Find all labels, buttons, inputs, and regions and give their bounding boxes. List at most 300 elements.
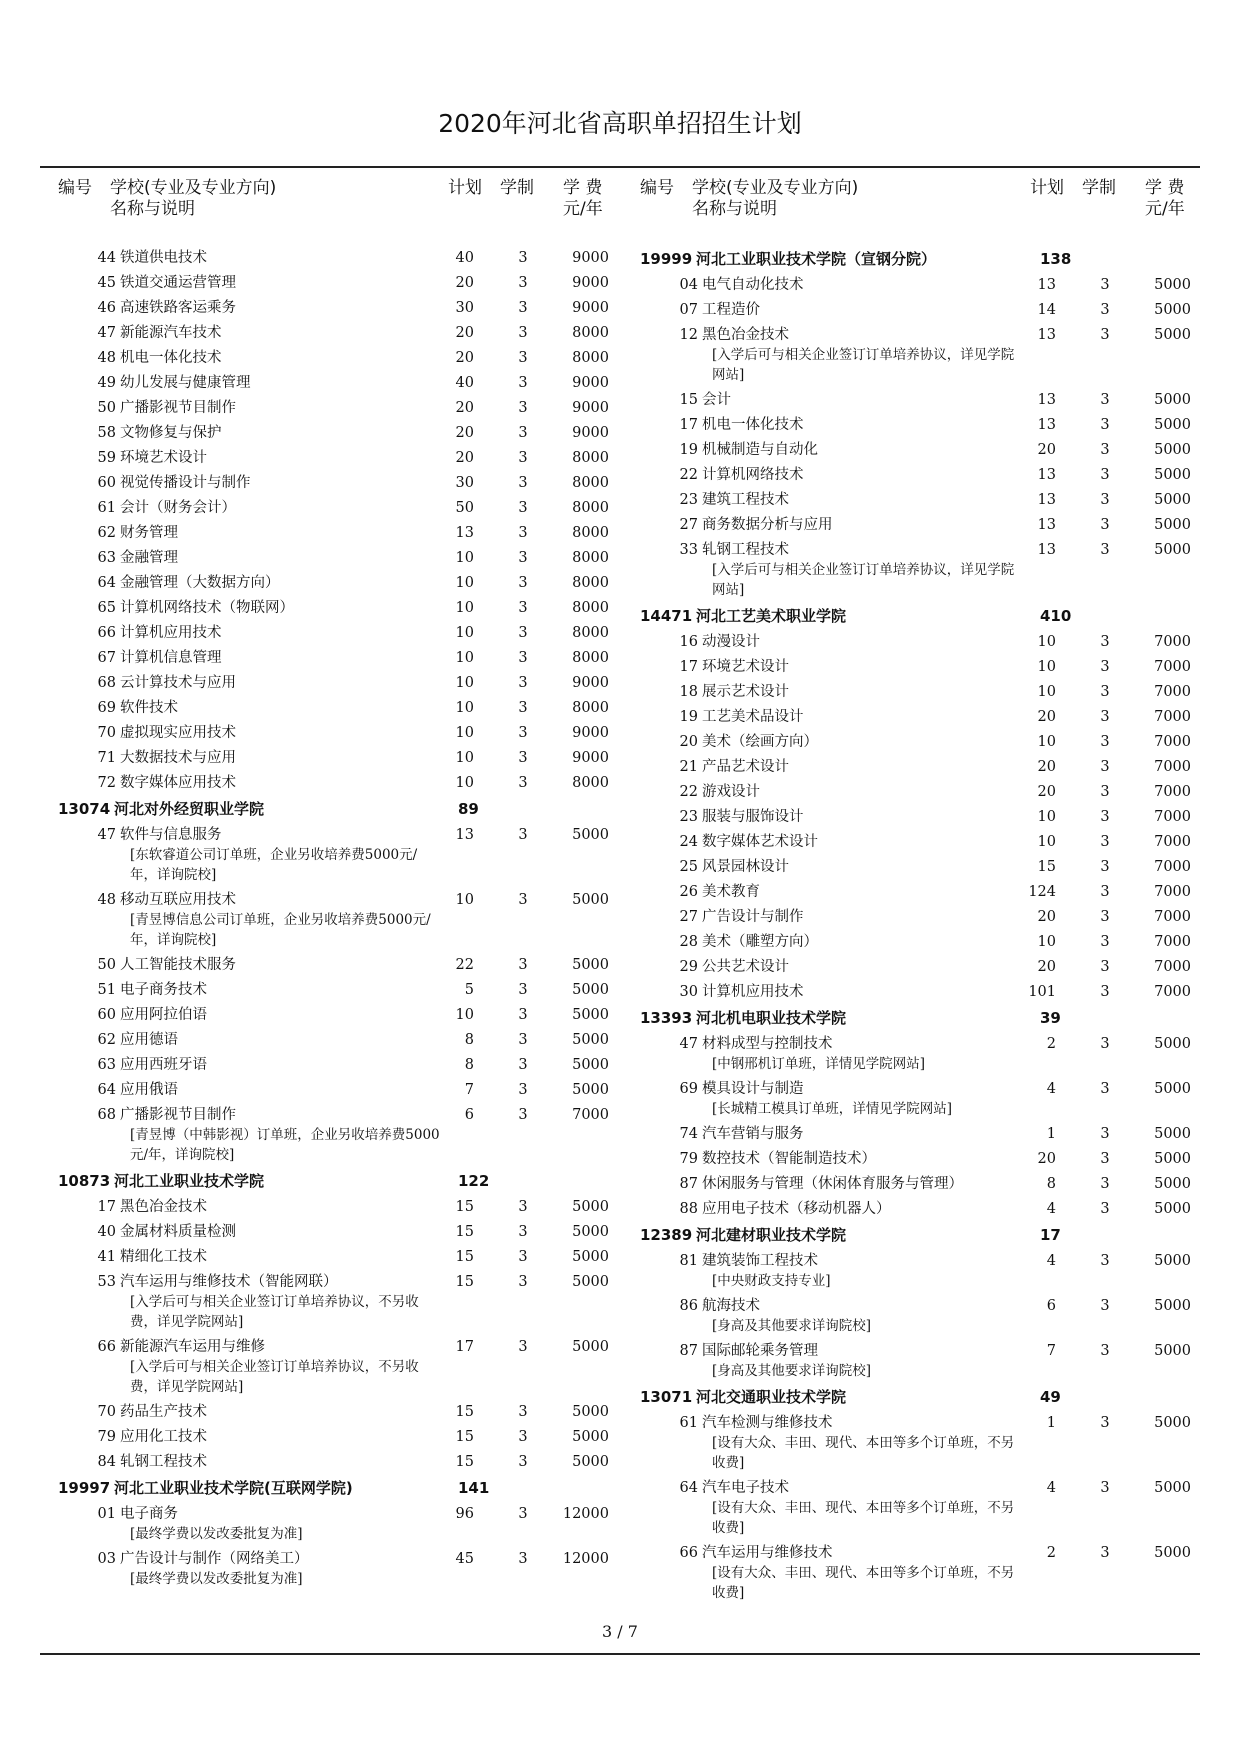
major-name: 汽车营销与服务 (702, 1126, 804, 1142)
school-name: 河北工业职业技术学院(互联网学院) (114, 1479, 353, 1497)
major-code: 29 (679, 959, 698, 975)
major-plan: 30 (455, 300, 474, 316)
major-length: 3 (518, 1007, 528, 1023)
school-code: 12389 (640, 1226, 693, 1244)
major-fee: 5000 (572, 1454, 609, 1470)
school-plan: 410 (1040, 607, 1072, 625)
major-row (640, 1339, 1200, 1364)
major-length: 3 (518, 1429, 528, 1445)
major-fee: 5000 (572, 1404, 609, 1420)
major-row (640, 463, 1200, 488)
major-fee: 5000 (572, 957, 609, 973)
major-code: 17 (679, 417, 698, 433)
major-plan: 10 (455, 675, 474, 691)
major-note: [身高及其他要求详询院校] (712, 1363, 872, 1379)
major-length: 3 (518, 575, 528, 591)
major-plan: 10 (455, 625, 474, 641)
major-plan: 8 (1046, 1176, 1056, 1192)
major-fee: 5000 (1154, 517, 1191, 533)
major-name: 建筑装饰工程技术 (702, 1253, 818, 1269)
major-name: 工程造价 (702, 302, 760, 318)
school-name: 河北建材职业技术学院 (696, 1226, 847, 1244)
major-name: 软件与信息服务 (120, 827, 222, 843)
major-row (640, 323, 1200, 348)
page-number: 3 / 7 (602, 1622, 638, 1641)
major-fee: 5000 (1154, 1201, 1191, 1217)
major-code: 20 (679, 734, 698, 750)
major-row (640, 730, 1200, 755)
major-length: 3 (1100, 959, 1110, 975)
major-row (58, 246, 618, 271)
major-fee: 5000 (572, 827, 609, 843)
header-school-sub: 名称与说明 (692, 199, 777, 219)
major-code: 45 (97, 275, 116, 291)
major-name: 模具设计与制造 (702, 1081, 804, 1097)
major-name: 视觉传播设计与制作 (120, 475, 251, 491)
major-fee: 5000 (572, 1249, 609, 1265)
major-code: 60 (97, 1007, 116, 1023)
major-code: 47 (679, 1036, 698, 1052)
major-row (58, 371, 618, 396)
major-plan: 4 (1046, 1480, 1056, 1496)
major-plan: 15 (455, 1274, 474, 1290)
major-code: 53 (97, 1274, 116, 1290)
major-length: 3 (518, 375, 528, 391)
major-code: 62 (97, 1032, 116, 1048)
major-plan: 40 (455, 375, 474, 391)
major-fee: 9000 (572, 725, 609, 741)
major-length: 3 (1100, 542, 1110, 558)
major-length: 3 (1100, 834, 1110, 850)
major-fee: 5000 (1154, 492, 1191, 508)
major-code: 21 (679, 759, 698, 775)
major-plan: 10 (455, 725, 474, 741)
major-code: 47 (97, 827, 116, 843)
major-row (58, 296, 618, 321)
major-code: 88 (679, 1201, 698, 1217)
major-length: 3 (518, 1551, 528, 1567)
school-row (640, 603, 1200, 630)
major-row (640, 388, 1200, 413)
major-code: 81 (679, 1253, 698, 1269)
school-plan: 138 (1040, 250, 1072, 268)
major-length: 3 (1100, 909, 1110, 925)
header-divider (40, 166, 1200, 168)
major-name: 应用化工技术 (120, 1429, 207, 1445)
major-code: 07 (679, 302, 698, 318)
major-name: 动漫设计 (702, 634, 760, 650)
major-name: 大数据技术与应用 (120, 750, 236, 766)
school-plan: 141 (458, 1479, 490, 1497)
major-row (58, 978, 618, 1003)
major-name: 环境艺术设计 (120, 450, 207, 466)
major-fee: 5000 (1154, 302, 1191, 318)
major-row (58, 321, 618, 346)
major-fee: 7000 (1154, 784, 1191, 800)
major-row (640, 513, 1200, 538)
major-length: 3 (518, 425, 528, 441)
major-fee: 5000 (572, 1007, 609, 1023)
school-name: 河北工业职业技术学院 (114, 1172, 265, 1190)
major-name: 国际邮轮乘务管理 (702, 1343, 818, 1359)
major-name: 铁道供电技术 (120, 250, 207, 266)
major-plan: 13 (1037, 542, 1056, 558)
major-length: 3 (518, 1274, 528, 1290)
major-code: 63 (97, 550, 116, 566)
major-row (58, 521, 618, 546)
right-column (640, 246, 1200, 1606)
major-name: 建筑工程技术 (702, 492, 789, 508)
major-plan: 20 (1037, 442, 1056, 458)
major-note: [中央财政支持专业] (712, 1273, 831, 1289)
school-code: 19997 (58, 1479, 111, 1497)
school-name: 河北交通职业技术学院 (696, 1388, 847, 1406)
major-code: 67 (97, 650, 116, 666)
major-note: [青昱博信息公司订单班，企业另收培养费5000元/年，详询院校] (130, 912, 431, 948)
major-code: 22 (679, 467, 698, 483)
major-row (58, 671, 618, 696)
major-code: 68 (97, 1107, 116, 1123)
major-plan: 10 (455, 700, 474, 716)
major-code: 70 (97, 725, 116, 741)
major-fee: 8000 (572, 550, 609, 566)
major-name: 广告设计与制作（网络美工） (120, 1551, 309, 1567)
school-name: 河北工业职业技术学院（宣钢分院） (696, 250, 937, 268)
major-code: 64 (97, 1082, 116, 1098)
major-note: [入学后可与相关企业签订订单培养协议，不另收费，详见学院网站] (130, 1359, 419, 1395)
major-code: 84 (97, 1454, 116, 1470)
major-length: 3 (1100, 1126, 1110, 1142)
major-code: 27 (679, 909, 698, 925)
major-code: 51 (97, 982, 116, 998)
major-length: 3 (1100, 884, 1110, 900)
major-code: 59 (97, 450, 116, 466)
major-fee: 9000 (572, 275, 609, 291)
major-name: 移动互联应用技术 (120, 892, 236, 908)
major-fee: 7000 (1154, 834, 1191, 850)
major-row (58, 421, 618, 446)
major-fee: 12000 (562, 1551, 609, 1567)
major-note: [设有大众、丰田、现代、本田等多个订单班，不另收费] (712, 1435, 1015, 1471)
major-row (640, 630, 1200, 655)
major-row (58, 571, 618, 596)
major-code: 18 (679, 684, 698, 700)
major-code: 49 (97, 375, 116, 391)
major-plan: 13 (1037, 417, 1056, 433)
major-length: 3 (518, 982, 528, 998)
major-name: 广播影视节目制作 (120, 400, 236, 416)
major-code: 01 (97, 1506, 116, 1522)
major-code: 65 (97, 600, 116, 616)
major-length: 3 (518, 1199, 528, 1215)
major-code: 64 (679, 1480, 698, 1496)
major-row (58, 1053, 618, 1078)
major-fee: 7000 (1154, 709, 1191, 725)
major-row (58, 823, 618, 848)
major-code: 72 (97, 775, 116, 791)
major-row (640, 780, 1200, 805)
major-name: 汽车电子技术 (702, 1480, 789, 1496)
major-code: 69 (679, 1081, 698, 1097)
header-length: 学制 (1082, 178, 1116, 198)
major-plan: 20 (1037, 784, 1056, 800)
major-plan: 2 (1046, 1545, 1056, 1561)
header-code: 编号 (58, 178, 92, 198)
major-row (58, 696, 618, 721)
header-plan: 计划 (1030, 178, 1064, 198)
major-name: 公共艺术设计 (702, 959, 789, 975)
major-length: 3 (518, 775, 528, 791)
major-length: 3 (1100, 659, 1110, 675)
school-name: 河北对外经贸职业学院 (114, 800, 265, 818)
major-fee: 8000 (572, 525, 609, 541)
major-length: 3 (518, 1057, 528, 1073)
major-row (640, 980, 1200, 1005)
major-fee: 5000 (1154, 1343, 1191, 1359)
major-code: 03 (97, 1551, 116, 1567)
major-name: 应用俄语 (120, 1082, 178, 1098)
major-fee: 7000 (1154, 809, 1191, 825)
major-code: 79 (679, 1151, 698, 1167)
major-plan: 6 (464, 1107, 474, 1123)
major-fee: 8000 (572, 325, 609, 341)
major-fee: 5000 (572, 892, 609, 908)
major-code: 87 (679, 1176, 698, 1192)
major-code: 23 (679, 492, 698, 508)
major-fee: 5000 (1154, 1126, 1191, 1142)
major-length: 3 (1100, 1176, 1110, 1192)
major-fee: 7000 (1154, 884, 1191, 900)
major-code: 74 (679, 1126, 698, 1142)
major-row (58, 496, 618, 521)
major-fee: 9000 (572, 375, 609, 391)
major-length: 3 (518, 300, 528, 316)
major-name: 云计算技术与应用 (120, 675, 236, 691)
major-length: 3 (1100, 984, 1110, 1000)
major-plan: 124 (1028, 884, 1056, 900)
major-row (640, 413, 1200, 438)
major-plan: 10 (455, 1007, 474, 1023)
major-fee: 5000 (1154, 1415, 1191, 1431)
major-fee: 7000 (572, 1107, 609, 1123)
major-length: 3 (518, 725, 528, 741)
major-length: 3 (1100, 1298, 1110, 1314)
major-name: 虚拟现实应用技术 (120, 725, 236, 741)
major-name: 广播影视节目制作 (120, 1107, 236, 1123)
major-plan: 15 (455, 1199, 474, 1215)
major-row (640, 755, 1200, 780)
major-name: 新能源汽车运用与维修 (120, 1339, 265, 1355)
major-plan: 10 (1037, 734, 1056, 750)
major-plan: 10 (455, 650, 474, 666)
major-name: 风景园林设计 (702, 859, 789, 875)
major-name: 计算机应用技术 (702, 984, 804, 1000)
major-name: 计算机网络技术 (702, 467, 804, 483)
header-code: 编号 (640, 178, 674, 198)
major-length: 3 (518, 1339, 528, 1355)
major-name: 会计（财务会计） (120, 500, 236, 516)
major-plan: 10 (455, 575, 474, 591)
major-name: 美术教育 (702, 884, 760, 900)
major-plan: 8 (464, 1032, 474, 1048)
major-length: 3 (1100, 467, 1110, 483)
major-fee: 5000 (1154, 1081, 1191, 1097)
major-code: 47 (97, 325, 116, 341)
major-plan: 20 (1037, 759, 1056, 775)
major-row (58, 346, 618, 371)
major-row (640, 855, 1200, 880)
major-length: 3 (518, 600, 528, 616)
major-length: 3 (1100, 277, 1110, 293)
major-name: 机电一体化技术 (702, 417, 804, 433)
major-fee: 5000 (1154, 327, 1191, 343)
major-plan: 7 (1046, 1343, 1056, 1359)
major-code: 60 (97, 475, 116, 491)
major-fee: 5000 (572, 1032, 609, 1048)
school-plan: 122 (458, 1172, 490, 1190)
major-name: 休闲服务与管理（休闲体育服务与管理） (702, 1176, 963, 1192)
major-code: 27 (679, 517, 698, 533)
major-code: 41 (97, 1249, 116, 1265)
major-row (640, 680, 1200, 705)
major-fee: 5000 (1154, 417, 1191, 433)
major-name: 轧钢工程技术 (702, 542, 789, 558)
major-name: 电子商务技术 (120, 982, 207, 998)
major-fee: 9000 (572, 750, 609, 766)
major-row (640, 830, 1200, 855)
header-fee: 学 费 (563, 178, 603, 198)
major-length: 3 (1100, 1545, 1110, 1561)
school-row (58, 1475, 618, 1502)
major-plan: 14 (1037, 302, 1056, 318)
major-note: [入学后可与相关企业签订订单培养协议，详见学院网站] (712, 562, 1015, 598)
major-length: 3 (518, 325, 528, 341)
major-code: 50 (97, 957, 116, 973)
major-code: 61 (679, 1415, 698, 1431)
major-name: 金融管理（大数据方向） (120, 575, 280, 591)
major-plan: 10 (1037, 834, 1056, 850)
major-length: 3 (1100, 1415, 1110, 1431)
major-length: 3 (518, 625, 528, 641)
header-fee-unit: 元/年 (1145, 199, 1185, 219)
major-length: 3 (1100, 417, 1110, 433)
major-name: 金属材料质量检测 (120, 1224, 236, 1240)
major-row (640, 805, 1200, 830)
major-fee: 9000 (572, 425, 609, 441)
major-length: 3 (518, 525, 528, 541)
school-code: 13071 (640, 1388, 693, 1406)
major-row (58, 1400, 618, 1425)
major-code: 22 (679, 784, 698, 800)
major-row (58, 1103, 618, 1128)
major-row (640, 298, 1200, 323)
major-plan: 20 (455, 350, 474, 366)
major-name: 美术（雕塑方向） (702, 934, 818, 950)
major-plan: 10 (1037, 659, 1056, 675)
major-code: 28 (679, 934, 698, 950)
major-row (58, 1335, 618, 1360)
major-row (640, 1032, 1200, 1057)
major-length: 3 (1100, 1151, 1110, 1167)
major-fee: 8000 (572, 700, 609, 716)
major-length: 3 (518, 450, 528, 466)
major-fee: 8000 (572, 650, 609, 666)
major-code: 64 (97, 575, 116, 591)
major-name: 工艺美术品设计 (702, 709, 804, 725)
major-code: 61 (97, 500, 116, 516)
major-length: 3 (518, 675, 528, 691)
major-length: 3 (1100, 934, 1110, 950)
major-length: 3 (1100, 859, 1110, 875)
major-code: 87 (679, 1343, 698, 1359)
school-code: 10873 (58, 1172, 111, 1190)
header-fee-unit: 元/年 (563, 199, 603, 219)
major-fee: 5000 (1154, 1545, 1191, 1561)
school-plan: 17 (1040, 1226, 1061, 1244)
header-length: 学制 (500, 178, 534, 198)
major-length: 3 (518, 1249, 528, 1265)
major-name: 人工智能技术服务 (120, 957, 236, 973)
major-code: 19 (679, 442, 698, 458)
major-length: 3 (1100, 1480, 1110, 1496)
school-row (640, 1222, 1200, 1249)
major-fee: 7000 (1154, 734, 1191, 750)
major-code: 16 (679, 634, 698, 650)
major-plan: 4 (1046, 1081, 1056, 1097)
major-length: 3 (518, 700, 528, 716)
major-fee: 5000 (1154, 1253, 1191, 1269)
major-note: [青昱博（中韩影视）订单班，企业另收培养费5000元/年，详询院校] (130, 1127, 440, 1163)
major-code: 23 (679, 809, 698, 825)
major-note: [身高及其他要求详询院校] (712, 1318, 872, 1334)
major-fee: 7000 (1154, 959, 1191, 975)
major-fee: 7000 (1154, 659, 1191, 675)
major-fee: 5000 (572, 1199, 609, 1215)
left-column (58, 246, 618, 1592)
major-code: 71 (97, 750, 116, 766)
major-code: 68 (97, 675, 116, 691)
major-code: 86 (679, 1298, 698, 1314)
major-plan: 10 (1037, 634, 1056, 650)
major-plan: 13 (1037, 467, 1056, 483)
major-length: 3 (518, 275, 528, 291)
major-fee: 5000 (572, 1429, 609, 1445)
major-plan: 45 (455, 1551, 474, 1567)
major-row (58, 1547, 618, 1572)
major-name: 数控技术（智能制造技术） (702, 1151, 876, 1167)
major-plan: 13 (1037, 327, 1056, 343)
major-plan: 10 (455, 600, 474, 616)
major-fee: 9000 (572, 300, 609, 316)
major-plan: 50 (455, 500, 474, 516)
major-row (640, 1294, 1200, 1319)
major-plan: 13 (1037, 492, 1056, 508)
major-name: 新能源汽车技术 (120, 325, 222, 341)
major-plan: 5 (464, 982, 474, 998)
major-fee: 5000 (572, 982, 609, 998)
major-fee: 7000 (1154, 934, 1191, 950)
major-row (640, 1476, 1200, 1501)
major-name: 机电一体化技术 (120, 350, 222, 366)
major-fee: 7000 (1154, 909, 1191, 925)
major-plan: 15 (455, 1249, 474, 1265)
major-code: 19 (679, 709, 698, 725)
major-name: 高速铁路客运乘务 (120, 300, 236, 316)
major-plan: 15 (455, 1429, 474, 1445)
major-row (640, 273, 1200, 298)
major-plan: 40 (455, 250, 474, 266)
major-fee: 7000 (1154, 759, 1191, 775)
